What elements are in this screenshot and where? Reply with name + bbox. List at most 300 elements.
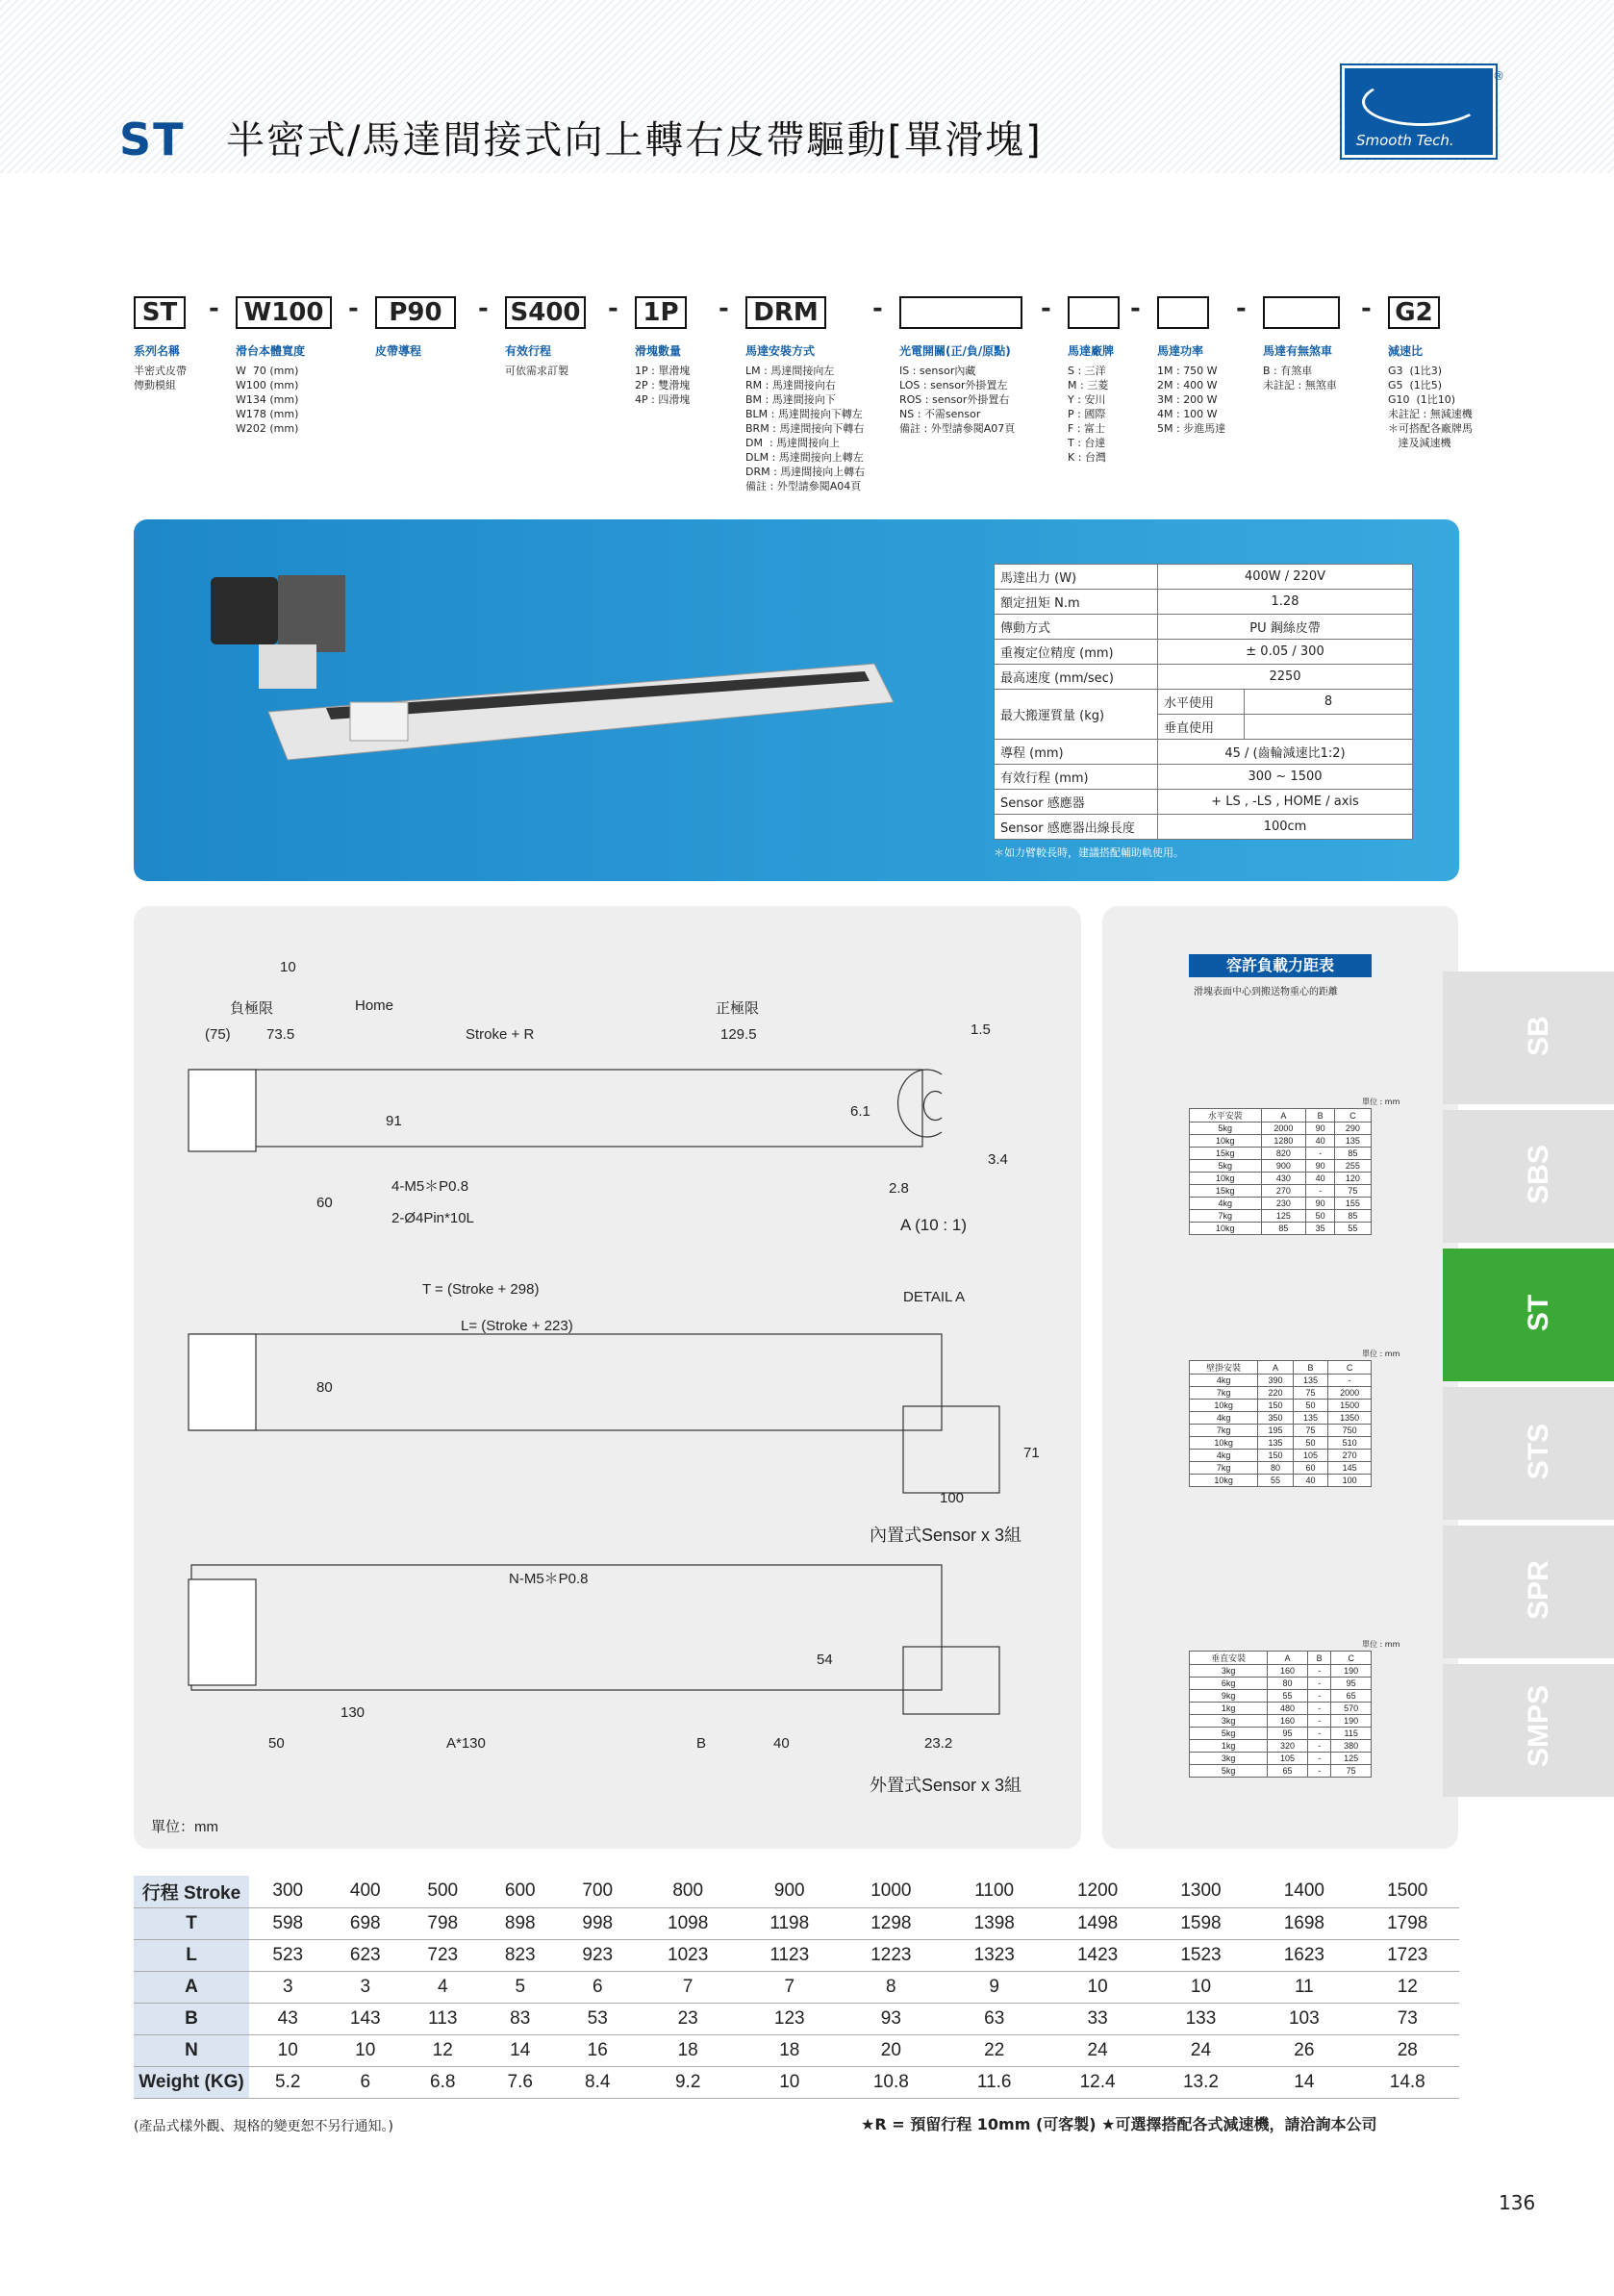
code-options-5: LM : 馬達間接向左 RM : 馬達間接向右 BM : 馬達間接向下 BLM : 馬達間接向下轉左 BRM : 馬達間接向下轉右 DM : 馬達間接向上 DLM : 馬達間接向上轉左 DRM : 馬達間接向上轉右 備註 : 外型請參閱A04頁: [745, 365, 866, 492]
footer-disclaimer: (產品式樣外觀、規格的變更恕不另行通知。): [134, 2119, 393, 2134]
load-head: A: [1268, 1652, 1308, 1665]
code-options-0: 半密式皮帶 傳動模組: [134, 365, 187, 391]
code-options-8: 1M : 750 W 2M : 400 W 3M : 200 W 4M : 100 W 5M : 步進馬達: [1157, 365, 1226, 435]
load-head: B: [1307, 1652, 1331, 1665]
motor-bracket: [259, 644, 316, 689]
load-row: [1190, 1148, 1372, 1160]
code-options-1: W 70 (mm) W100 (mm) W134 (mm) W178 (mm) W202 (mm): [236, 365, 299, 435]
table-cell: 898: [482, 1907, 560, 1939]
load-cell: 40: [1306, 1135, 1334, 1148]
slider-block: [350, 702, 408, 741]
code-dash: -: [478, 294, 489, 323]
table-cell: 1523: [1149, 1939, 1252, 1971]
dim-129-5: 129.5: [720, 1026, 757, 1043]
load-cell: 75: [1293, 1425, 1327, 1437]
load-row: [1190, 1123, 1372, 1135]
table-cell: 20: [840, 2034, 943, 2066]
inner-sensor-label: 內置式Sensor x 3組: [870, 1526, 1022, 1545]
table-cell: 400: [327, 1876, 405, 1907]
table-cell: 133: [1149, 2003, 1252, 2034]
load-cell: 7kg: [1190, 1425, 1258, 1437]
load-title: 容許負載力距表: [1189, 954, 1372, 977]
table-cell: 12: [1356, 1971, 1459, 2003]
table-cell: 1723: [1356, 1939, 1459, 1971]
tab-st[interactable]: [1443, 1249, 1614, 1381]
load-cell: 85: [1261, 1223, 1306, 1235]
dim-pos-limit: 正極限: [716, 1000, 760, 1017]
dim-2-8: 2.8: [889, 1180, 909, 1197]
rail-side-view: [191, 1070, 922, 1147]
load-cell: -: [1307, 1665, 1331, 1678]
table-cell: 823: [482, 1939, 560, 1971]
table-cell: 10.8: [840, 2066, 943, 2098]
load-cell: 90: [1306, 1160, 1334, 1173]
table-cell: 33: [1046, 2003, 1148, 2034]
load-head: 垂直安裝: [1190, 1652, 1268, 1665]
load-cell: 135: [1293, 1375, 1327, 1387]
load-cell: 10kg: [1190, 1437, 1258, 1450]
load-cell: -: [1307, 1728, 1331, 1740]
load-row: [1190, 1715, 1372, 1728]
load-cell: 10kg: [1190, 1400, 1258, 1412]
dim-50: 50: [268, 1735, 285, 1752]
table-cell: 1500: [1356, 1876, 1459, 1907]
table-cell: 1698: [1252, 1907, 1355, 1939]
load-cell: -: [1307, 1765, 1331, 1778]
code-dash: -: [719, 294, 729, 323]
table-cell: 10: [327, 2034, 405, 2066]
code-options-7: S : 三洋 M : 三菱 Y : 安川 P : 國際 F : 富士 T : 台達 K : 台灣: [1068, 365, 1109, 464]
load-row: [1190, 1462, 1372, 1475]
load-cell: 75: [1331, 1765, 1372, 1778]
table-cell: 900: [740, 1876, 840, 1907]
dim-l: L= (Stroke + 223): [461, 1318, 573, 1334]
table-cell: 1598: [1149, 1907, 1252, 1939]
load-unit-3: 單位 : mm: [1362, 1640, 1400, 1649]
load-row: [1190, 1753, 1372, 1765]
motor-bottom-view: [189, 1579, 256, 1685]
dim-stroke-r: Stroke + R: [466, 1026, 535, 1043]
tab-sts[interactable]: [1443, 1387, 1614, 1520]
inner-sensor-view: [903, 1406, 999, 1493]
code-label-4: 滑塊數量: [635, 344, 682, 358]
code-dash: -: [1236, 294, 1247, 323]
tab-spr[interactable]: [1443, 1526, 1614, 1658]
load-row: [1190, 1185, 1372, 1198]
table-cell: 8.4: [559, 2066, 637, 2098]
load-cell: 135: [1258, 1437, 1293, 1450]
motor-side-view: [189, 1070, 256, 1151]
spec-value: 300 ~ 1500: [1158, 765, 1413, 790]
load-cell: 100: [1328, 1475, 1372, 1487]
table-cell: 123: [740, 2003, 840, 2034]
table-row: [134, 2003, 1459, 2034]
load-cell: -: [1307, 1690, 1331, 1703]
table-row: [134, 2066, 1459, 2098]
load-cell: -: [1307, 1740, 1331, 1753]
table-cell: 998: [559, 1907, 637, 1939]
table-cell: 22: [943, 2034, 1046, 2066]
code-label-9: 馬達有無煞車: [1263, 344, 1333, 358]
rail-top-view: [191, 1334, 942, 1430]
table-row: [134, 2034, 1459, 2066]
load-head: C: [1334, 1109, 1371, 1123]
load-cell: 105: [1293, 1450, 1327, 1462]
load-cell: 155: [1334, 1198, 1371, 1210]
table-cell: 1623: [1252, 1939, 1355, 1971]
table-cell: 723: [404, 1939, 482, 1971]
load-head: B: [1306, 1109, 1334, 1123]
spec-row: [995, 815, 1413, 840]
load-cell: 15kg: [1190, 1185, 1262, 1198]
load-cell: 135: [1334, 1135, 1371, 1148]
dim-91: 91: [386, 1113, 402, 1129]
table-cell: 4: [404, 1971, 482, 2003]
tab-label: SB: [1523, 1016, 1554, 1056]
product-image: [134, 519, 903, 881]
spec-value: 100cm: [1158, 815, 1413, 840]
motor-top-view: [189, 1334, 256, 1430]
tab-sb[interactable]: [1443, 971, 1614, 1104]
code-box-5: DRM: [745, 296, 826, 329]
load-row: [1190, 1690, 1372, 1703]
load-row: [1190, 1475, 1372, 1487]
code-options-10: G3 (1比3) G5 (1比5) G10 (1比10) 未註記 : 無減速機 ＊可搭配各廠牌馬 達及減速機: [1388, 365, 1473, 449]
load-cell: 80: [1258, 1462, 1293, 1475]
dim-3-4: 3.4: [988, 1151, 1008, 1168]
table-cell: 623: [327, 1939, 405, 1971]
load-row: [1190, 1703, 1372, 1715]
load-table-horizontal: [1189, 1108, 1372, 1235]
table-cell: 6.8: [404, 2066, 482, 2098]
table-cell: 1298: [840, 1907, 943, 1939]
code-box-6: [899, 296, 1022, 329]
table-cell: 798: [404, 1907, 482, 1939]
spec-row: [995, 665, 1413, 690]
code-label-2: 皮帶導程: [375, 344, 422, 358]
table-cell: 14.8: [1356, 2066, 1459, 2098]
load-cell: 15kg: [1190, 1148, 1262, 1160]
row-header: L: [134, 1939, 249, 1971]
load-cell: 380: [1331, 1740, 1372, 1753]
load-cell: 480: [1268, 1703, 1308, 1715]
load-head: A: [1258, 1361, 1293, 1375]
dim-54: 54: [817, 1652, 833, 1668]
dim-m5: 4-M5＊P0.8: [391, 1178, 469, 1195]
load-cell: 1280: [1261, 1135, 1306, 1148]
tab-label: SMPS: [1523, 1684, 1554, 1767]
load-cell: 75: [1293, 1387, 1327, 1400]
table-cell: 7: [637, 1971, 740, 2003]
load-cell: 350: [1258, 1412, 1293, 1425]
load-cell: 65: [1268, 1765, 1308, 1778]
load-row: [1190, 1400, 1372, 1412]
table-cell: 11: [1252, 1971, 1355, 2003]
load-head: 水平安裝: [1190, 1109, 1262, 1123]
spec-key: Sensor 感應器出線長度: [995, 815, 1158, 840]
detail-a: DETAIL A: [903, 1289, 966, 1305]
dim-71: 71: [1023, 1445, 1040, 1461]
table-cell: 24: [1149, 2034, 1252, 2066]
table-cell: 23: [637, 2003, 740, 2034]
load-cell: 1500: [1328, 1400, 1372, 1412]
load-cell: -: [1306, 1148, 1334, 1160]
load-row: [1190, 1135, 1372, 1148]
table-row: [134, 1907, 1459, 1939]
spec-key: Sensor 感應器: [995, 790, 1158, 815]
load-cell: 5kg: [1190, 1123, 1262, 1135]
load-table-vertical: [1189, 1651, 1372, 1778]
load-row: [1190, 1223, 1372, 1235]
table-cell: 12: [404, 2034, 482, 2066]
table-cell: 300: [249, 1876, 327, 1907]
load-cell: 9kg: [1190, 1690, 1268, 1703]
code-label-0: 系列名稱: [134, 344, 181, 358]
motor-flange: [278, 575, 345, 652]
load-cell: 125: [1261, 1210, 1306, 1223]
load-cell: 50: [1293, 1437, 1327, 1450]
load-cell: 150: [1258, 1400, 1293, 1412]
table-row: [134, 1971, 1459, 2003]
dim-130: 130: [340, 1704, 366, 1721]
dim-73-5: 73.5: [266, 1026, 295, 1043]
load-row: [1190, 1375, 1372, 1387]
load-cell: -: [1307, 1715, 1331, 1728]
dim-a130: A*130: [446, 1735, 486, 1752]
brand-logo: [1342, 65, 1496, 158]
load-cell: 95: [1268, 1728, 1308, 1740]
dim-23-2: 23.2: [924, 1735, 953, 1752]
load-cell: 1350: [1328, 1412, 1372, 1425]
load-cell: 60: [1293, 1462, 1327, 1475]
dim-75: (75): [205, 1026, 231, 1043]
load-cell: 55: [1268, 1690, 1308, 1703]
page-title: 半密式/馬達間接式向上轉右皮帶驅動[單滑塊]: [226, 118, 1043, 163]
load-cell: 230: [1261, 1198, 1306, 1210]
dim-t: T = (Stroke + 298): [422, 1281, 540, 1298]
table-cell: 83: [482, 2003, 560, 2034]
series-logo: ST: [119, 114, 186, 165]
load-cell: 220: [1258, 1387, 1293, 1400]
table-cell: 5: [482, 1971, 560, 2003]
spec-value: ± 0.05 / 300: [1158, 640, 1413, 665]
load-cell: 290: [1334, 1123, 1371, 1135]
row-header: N: [134, 2034, 249, 2066]
table-cell: 10: [1046, 1971, 1148, 2003]
dim-1-5: 1.5: [971, 1022, 991, 1038]
code-box-8: [1157, 296, 1209, 329]
table-cell: 1323: [943, 1939, 1046, 1971]
table-cell: 3: [249, 1971, 327, 2003]
load-cell: 10kg: [1190, 1223, 1262, 1235]
code-box-10: G2: [1388, 296, 1440, 329]
detail-scale: A (10 : 1): [900, 1216, 967, 1234]
spec-row: [995, 640, 1413, 665]
row-header: A: [134, 1971, 249, 2003]
load-cell: 390: [1258, 1375, 1293, 1387]
dim-b: B: [696, 1735, 707, 1752]
spec-key: 重複定位精度 (mm): [995, 640, 1158, 665]
tab-sbs[interactable]: [1443, 1110, 1614, 1243]
dim-neg-limit: 負極限: [230, 1000, 274, 1017]
spec-key: 最高速度 (mm/sec): [995, 665, 1158, 690]
wave-icon: [1362, 78, 1481, 126]
load-subtitle: 滑塊表面中心到搬送物重心的距離: [1194, 987, 1338, 997]
load-cell: 195: [1258, 1425, 1293, 1437]
table-cell: 7: [740, 1971, 840, 2003]
table-cell: 523: [249, 1939, 327, 1971]
table-cell: 1400: [1252, 1876, 1355, 1907]
load-cell: 40: [1293, 1475, 1327, 1487]
spec-key: 額定扭矩 N.m: [995, 590, 1158, 615]
spec-key: 傳動方式: [995, 615, 1158, 640]
dim-pin: 2-Ø4Pin*10L: [391, 1210, 474, 1226]
table-cell: 73: [1356, 2003, 1459, 2034]
load-cell: 5kg: [1190, 1160, 1262, 1173]
code-options-3: 可依需求訂製: [505, 365, 568, 377]
load-cell: 85: [1334, 1148, 1371, 1160]
table-cell: 12.4: [1046, 2066, 1148, 2098]
table-cell: 13.2: [1149, 2066, 1252, 2098]
load-cell: 750: [1328, 1425, 1372, 1437]
load-unit-1: 單位 : mm: [1362, 1098, 1400, 1106]
tab-label: SBS: [1523, 1145, 1554, 1204]
table-cell: 698: [327, 1907, 405, 1939]
code-label-1: 滑台本體寬度: [236, 344, 306, 358]
code-box-0: ST: [134, 296, 186, 329]
load-cell: -: [1328, 1375, 1372, 1387]
load-row: [1190, 1198, 1372, 1210]
table-cell: 28: [1356, 2034, 1459, 2066]
load-cell: 75: [1334, 1185, 1371, 1198]
spec-row: [995, 565, 1413, 590]
spec-value: 2250: [1158, 665, 1413, 690]
load-cell: 10kg: [1190, 1173, 1262, 1185]
load-cell: 430: [1261, 1173, 1306, 1185]
table-cell: 1423: [1046, 1939, 1148, 1971]
code-dash: -: [1130, 294, 1141, 323]
load-cell: 90: [1306, 1198, 1334, 1210]
load-cell: 320: [1268, 1740, 1308, 1753]
spec-value: + LS , -LS , HOME / axis: [1158, 790, 1413, 815]
row-header: Weight (KG): [134, 2066, 249, 2098]
load-cell: 55: [1258, 1475, 1293, 1487]
load-head: C: [1331, 1652, 1372, 1665]
spec-sub: 垂直使用: [1158, 715, 1245, 740]
table-cell: 16: [559, 2034, 637, 2066]
table-cell: 1000: [840, 1876, 943, 1907]
table-cell: 53: [559, 2003, 637, 2034]
table-cell: 700: [559, 1876, 637, 1907]
load-cell: 7kg: [1190, 1210, 1262, 1223]
load-head: B: [1293, 1361, 1327, 1375]
outer-sensor-label: 外置式Sensor x 3組: [870, 1776, 1022, 1795]
dim-60: 60: [316, 1195, 333, 1211]
table-cell: 1398: [943, 1907, 1046, 1939]
table-cell: 3: [327, 1971, 405, 2003]
load-cell: 1kg: [1190, 1703, 1268, 1715]
table-cell: 14: [1252, 2066, 1355, 2098]
spec-row: [995, 790, 1413, 815]
load-head: A: [1261, 1109, 1306, 1123]
load-cell: 5kg: [1190, 1728, 1268, 1740]
table-cell: 1023: [637, 1939, 740, 1971]
code-dash: -: [1041, 294, 1051, 323]
table-cell: 1300: [1149, 1876, 1252, 1907]
page-number: 136: [1499, 2191, 1536, 2214]
load-cell: 10kg: [1190, 1135, 1262, 1148]
load-cell: 4kg: [1190, 1412, 1258, 1425]
code-box-1: W100: [236, 296, 332, 329]
load-unit-2: 單位 : mm: [1362, 1350, 1400, 1358]
table-cell: 1200: [1046, 1876, 1148, 1907]
load-cell: 7kg: [1190, 1387, 1258, 1400]
code-box-9: [1263, 296, 1340, 329]
table-cell: 1098: [637, 1907, 740, 1939]
spec-value: 45 / (齒輪減速比1:2): [1158, 740, 1413, 765]
table-cell: 8: [840, 1971, 943, 2003]
registered-mark: ®: [1493, 69, 1504, 83]
load-cell: 160: [1268, 1715, 1308, 1728]
load-cell: 3kg: [1190, 1665, 1268, 1678]
load-cell: 2000: [1328, 1387, 1372, 1400]
code-label-8: 馬達功率: [1157, 344, 1204, 358]
tab-label: STS: [1523, 1423, 1554, 1480]
load-cell: 35: [1306, 1223, 1334, 1235]
code-label-6: 光電開關(正/負/原點): [899, 344, 1011, 358]
table-cell: 7.6: [482, 2066, 560, 2098]
table-cell: 800: [637, 1876, 740, 1907]
load-row: [1190, 1210, 1372, 1223]
spec-row: [995, 590, 1413, 615]
table-cell: 6: [559, 1971, 637, 2003]
load-cell: 5kg: [1190, 1765, 1268, 1778]
load-row: [1190, 1160, 1372, 1173]
spec-key: 最大搬運質量 (kg): [995, 690, 1158, 740]
spec-value: [1245, 715, 1413, 740]
code-options-4: 1P : 單滑塊 2P : 雙滑塊 4P : 四滑塊: [635, 365, 691, 406]
code-dash: -: [1361, 294, 1372, 323]
spec-sub: 水平使用: [1158, 690, 1245, 715]
table-cell: 18: [740, 2034, 840, 2066]
table-cell: 600: [482, 1876, 560, 1907]
load-row: [1190, 1450, 1372, 1462]
load-table-wall: [1189, 1360, 1372, 1487]
unit-label: 單位：mm: [151, 1819, 218, 1835]
load-cell: 190: [1331, 1715, 1372, 1728]
load-row: [1190, 1665, 1372, 1678]
load-cell: 90: [1306, 1123, 1334, 1135]
table-cell: 500: [404, 1876, 482, 1907]
code-label-7: 馬達廠牌: [1068, 344, 1115, 358]
tab-smps[interactable]: [1443, 1664, 1614, 1797]
load-cell: 85: [1334, 1210, 1371, 1223]
table-cell: 113: [404, 2003, 482, 2034]
load-row: [1190, 1412, 1372, 1425]
load-row: [1190, 1437, 1372, 1450]
table-row: [134, 1876, 1459, 1907]
load-row: [1190, 1425, 1372, 1437]
dimension-drawing: [134, 906, 1081, 1849]
code-label-10: 減速比: [1388, 344, 1424, 358]
dim-100: 100: [940, 1490, 965, 1506]
spec-row: [995, 615, 1413, 640]
load-cell: 900: [1261, 1160, 1306, 1173]
stroke-table: [134, 1876, 1459, 2099]
table-cell: 103: [1252, 2003, 1355, 2034]
load-cell: 135: [1293, 1412, 1327, 1425]
dim-n-m5: N-M5＊P0.8: [509, 1571, 589, 1587]
